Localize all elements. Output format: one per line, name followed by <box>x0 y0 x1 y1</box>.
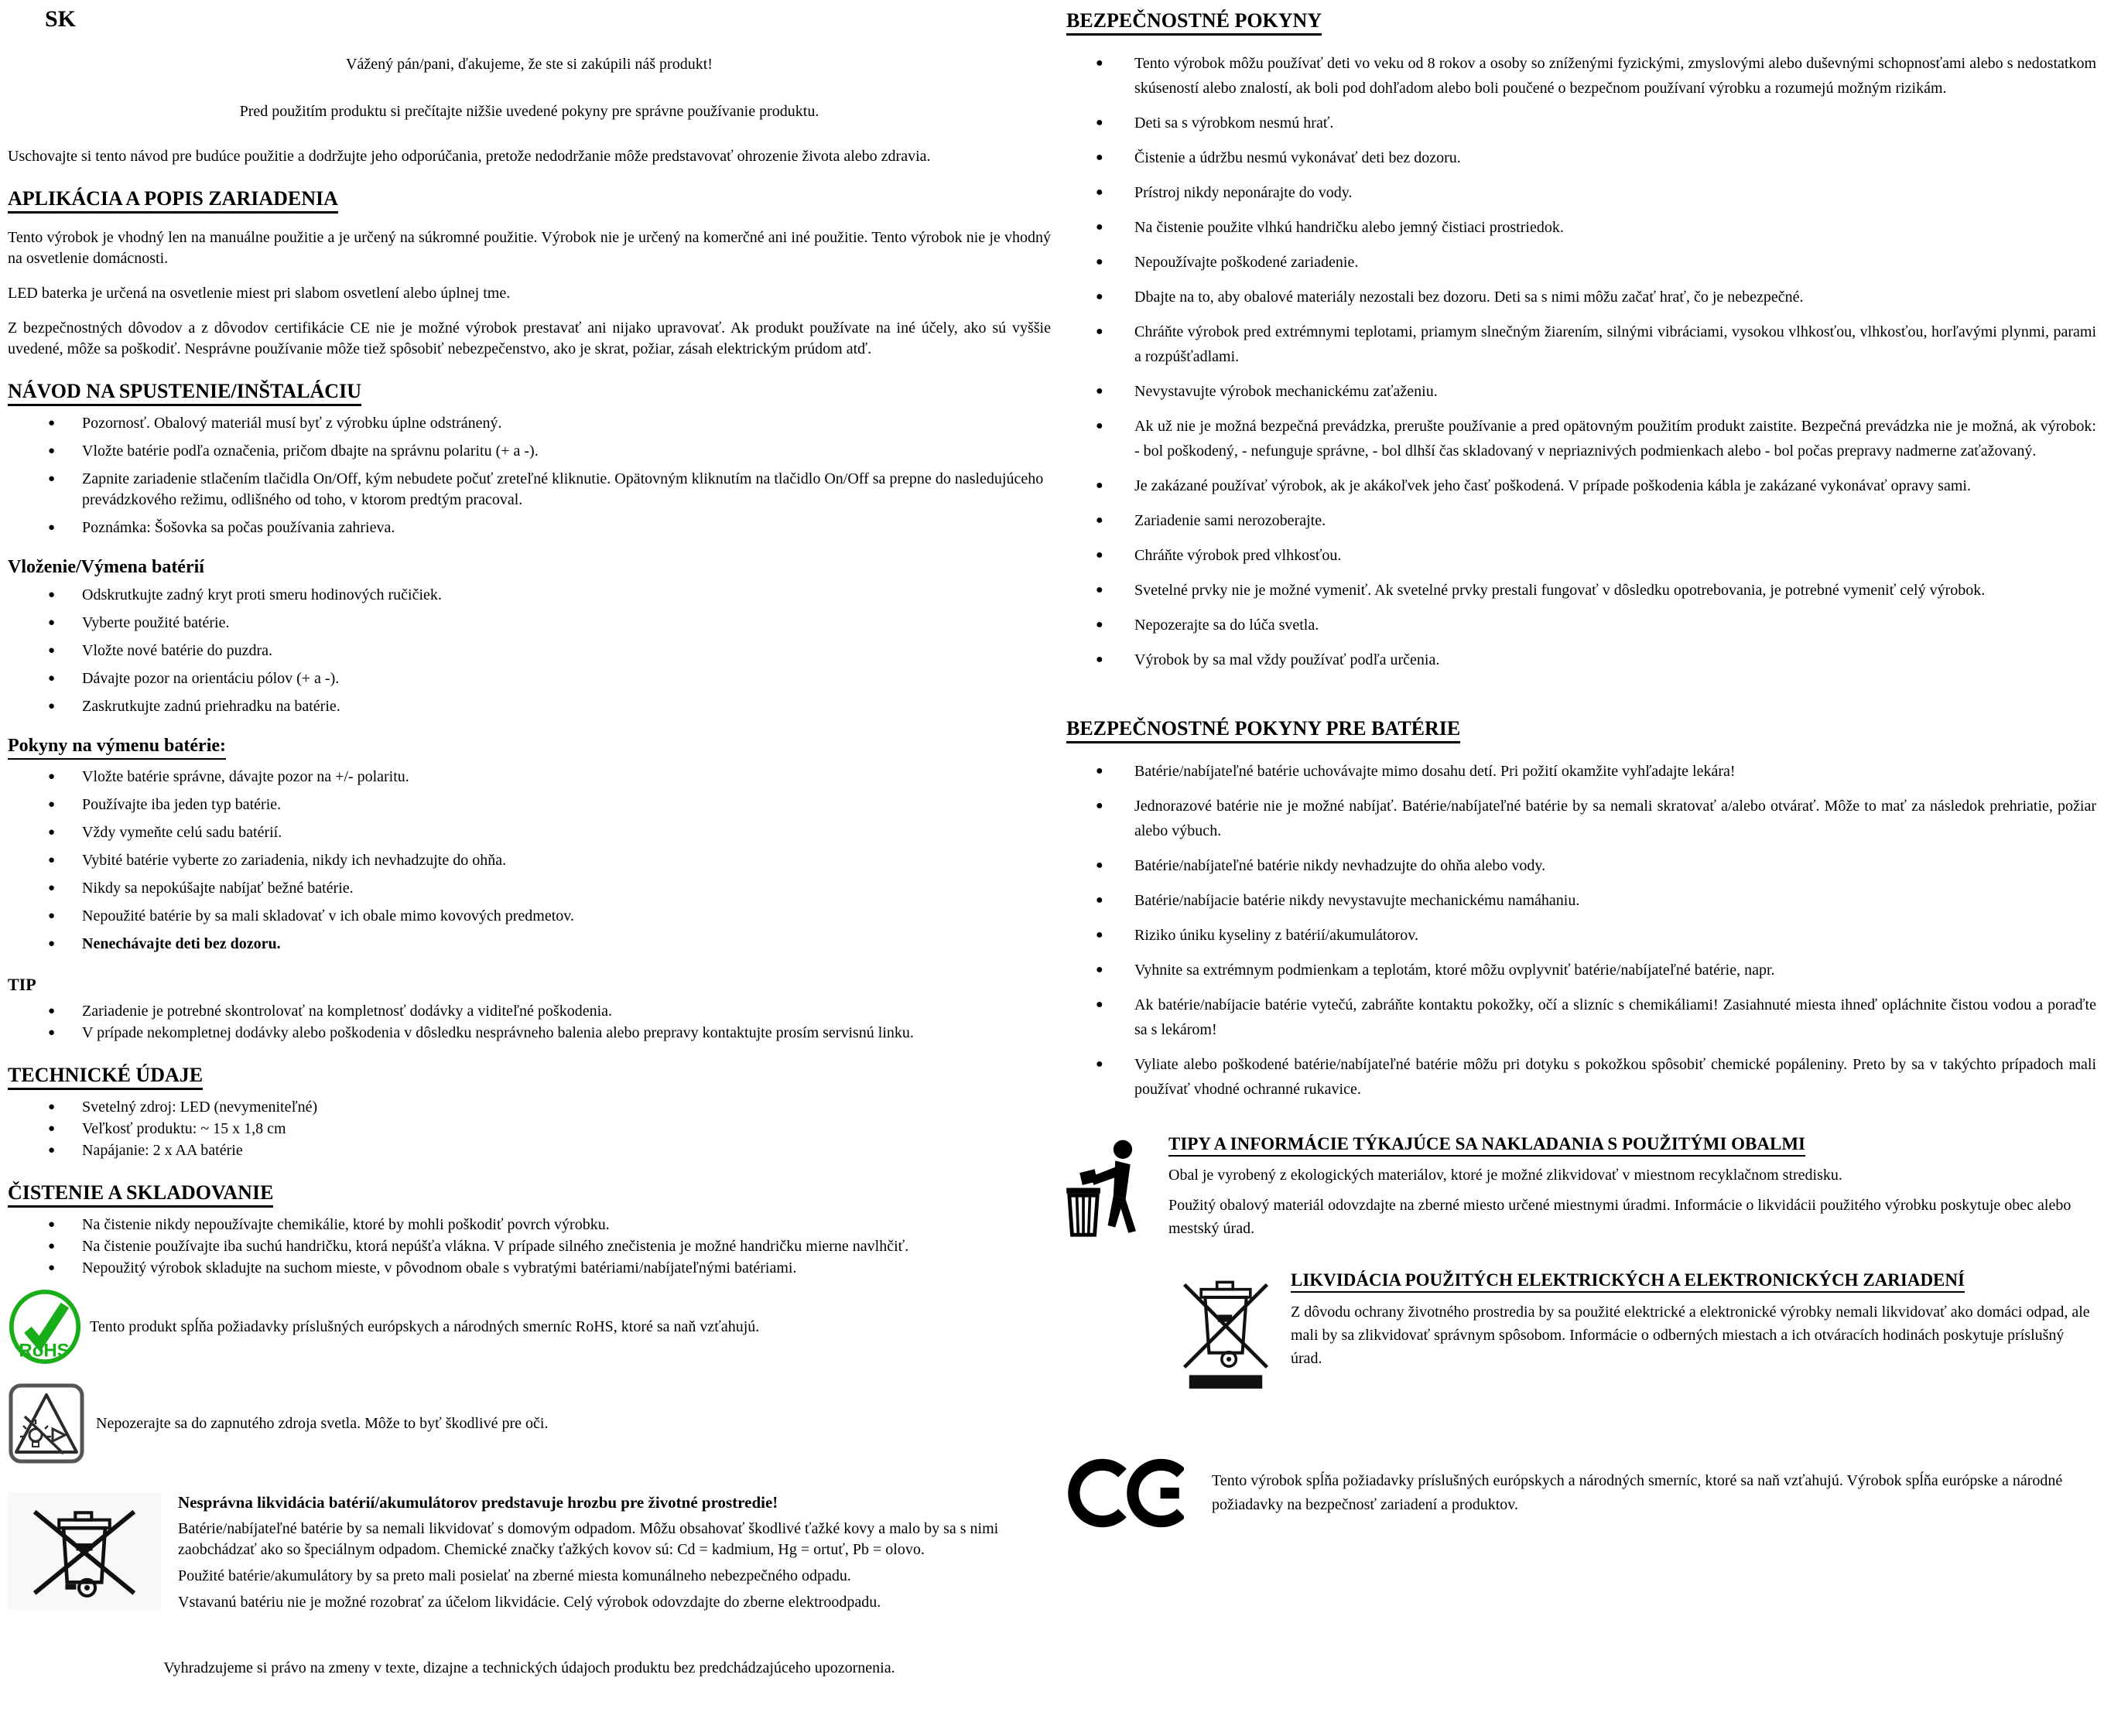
packaging-block <box>1066 1134 2096 1252</box>
left-column <box>8 6 1051 1679</box>
tip-item: ● V prípade nekompletnej dodávky alebo poškodenia v dôsledku nesprávneho balenia alebo prepravy kontaktujte prosím servisnú linku. <box>82 1023 1051 1044</box>
safety-item: ● Tento výrobok môžu používať deti vo veku od 8 rokov a osoby so zníženými fyzickými, zmyslovými alebo duševnými schopnosťami alebo s nedostatkom skúseností alebo znalostí, ak boli pod dohľadom alebo boli poučené o bezpečnom používaní výrobku a rozumejú možným rizikám. <box>1134 51 2096 101</box>
battery-insert-item: ● Vložte nové batérie do puzdra. <box>82 641 1051 661</box>
section-title-application-text: APLIKÁCIA A POPIS ZARIADENIA <box>8 187 338 214</box>
section-title-startup-text: NÁVOD NA SPUSTENIE/INŠTALÁCIU <box>8 380 361 406</box>
safety-item: ● Nevystavujte výrobok mechanickému zaťaženiu. <box>1134 379 2096 404</box>
battery-safety-item: ● Vyhnite sa extrémnym podmienkam a teplotám, ktoré môžu ovplyvniť batérie/nabíjateľné batérie, napr. <box>1134 958 2096 982</box>
rohs-icon <box>8 1290 82 1364</box>
battery-safety-item: ● Batérie/nabíjateľné batérie uchovávajte mimo dosahu detí. Pri požití okamžite vyhľadajte lekára! <box>1134 759 2096 784</box>
application-paragraph: Z bezpečnostných dôvodov a z dôvodov certifikácie CE nie je možné výrobok prestavať ani nijako upravovať. Ak produkt používate na iné účely, ako sú vyššie uvedené, môže sa poškodiť. Nesprávne používanie môže tiež spôsobiť nebezpečenstvo, ako je skrat, požiar, zásah elektrickým prúdom atď. <box>8 319 1051 357</box>
eye-warning-row <box>8 1382 1051 1464</box>
battery-safety-list <box>1066 759 2096 1102</box>
safety-item: ● Zariadenie sami nerozoberajte. <box>1134 508 2096 533</box>
battery-safety-item: ● Vyliate alebo poškodené batérie/nabíjateľné batérie môžu pri dotyku s pokožkou spôsobiť chemické popáleniny. Preto by sa v takýchto prípadoch mali používať vhodné ochranné rukavice. <box>1134 1052 2096 1102</box>
battery-disposal-block <box>8 1492 1051 1613</box>
section-title-battery-safety-text: BEZPEČNOSTNÉ POKYNY PRE BATÉRIE <box>1066 717 1460 743</box>
packaging-paragraph: Použitý obalový materiál odovzdajte na zberné miesto určené miestnymi úradmi. Informácie o likvidácii použitého výrobku poskytuje obec alebo mestský úrad. <box>1168 1197 2071 1238</box>
startup-item: ● Zapnite zariadenie stlačením tlačidla On/Off, kým nebudete počuť zreteľné kliknutie. Opätovným kliknutím na tlačidlo On/Off sa prepne do nasledujúceho prevádzkového režimu, odlišného od toho, v ktorom predtým pracoval. <box>82 469 1051 511</box>
battery-replace-item: ● Používajte iba jeden typ batérie. <box>82 795 1051 815</box>
tech-list <box>8 1097 1051 1161</box>
safety-item: ● Je zakázané používať výrobok, ak je akákoľvek jeho časť poškodená. V prípade poškodenia kábla je zakázané vykonávať opravy sami. <box>1134 473 2096 498</box>
safety-item: ● Dbajte na to, aby obalové materiály nezostali bez dozoru. Deti sa s nimi môžu začať hrať, čo je nebezpečné. <box>1134 285 2096 309</box>
section-title-startup <box>8 380 1051 406</box>
battery-disposal-title: Nesprávna likvidácia batérií/akumulátorov predstavuje hrozbu pre životné prostredie! <box>178 1493 778 1512</box>
weee-title-text: LIKVIDÁCIA POUŽITÝCH ELEKTRICKÝCH A ELEKTRONICKÝCH ZARIADENÍ <box>1291 1270 1965 1293</box>
battery-replace-list <box>8 767 1051 955</box>
tech-item: ● Veľkosť produktu: ~ 15 x 1,8 cm <box>82 1119 1051 1140</box>
cleaning-item: ● Na čistenie používajte iba suchú handričku, ktorá nepúšťa vlákna. V prípade silného znečistenia je možné handričku mierne navlhčiť. <box>82 1236 1051 1257</box>
safety-item: ● Deti sa s výrobkom nesmú hrať. <box>1134 111 2096 135</box>
subsection-title-battery-replace-text: Pokyny na výmenu batérie: <box>8 736 226 760</box>
safety-item: ● Nepozerajte sa do lúča svetla. <box>1134 613 2096 637</box>
section-title-tech <box>8 1064 1051 1090</box>
packaging-paragraph: Obal je vyrobený z ekologických materiálov, ktoré je možné zlikvidovať v miestnom recyklačnom stredisku. <box>1168 1167 1842 1184</box>
battery-disposal-text <box>178 1492 1051 1613</box>
rohs-row <box>8 1290 1051 1364</box>
section-title-cleaning <box>8 1181 1051 1208</box>
intro-read: Pred použitím produktu si prečítajte nižšie uvedené pokyny pre správne používanie produktu. <box>239 103 819 120</box>
weee-block <box>1181 1270 2096 1391</box>
safety-item: ● Ak už nie je možná bezpečná prevádzka, prerušte používanie a pred opätovným použitím produkt zaistite. Bezpečná prevádzka nie je možná, ak výrobok: - bol poškodený, - nefunguje správne, - bol dlhší čas skladovaný v nepriaznivých podmienkach alebo - bol počas prepravy nadmerne zaťažovaný. <box>1134 414 2096 463</box>
intro-thanks: Vážený pán/pani, ďakujeme, že ste si zakúpili náš produkt! <box>346 56 713 73</box>
battery-bin-iconbox <box>8 1492 161 1610</box>
battery-replace-item: ● Vždy vymeňte celú sadu batérií. <box>82 822 1051 843</box>
footer-note: Vyhradzujeme si právo na zmeny v texte, dizajne a technických údajoch produktu bez predchádzajúceho upozornenia. <box>163 1659 895 1677</box>
battery-insert-item: ● Dávajte pozor na orientáciu pólov (+ a -). <box>82 668 1051 689</box>
ce-text: Tento výrobok spĺňa požiadavky príslušných európskych a národných smerníc, ktoré sa naň vzťahujú. Výrobok spĺňa európske a národné požiadavky na bezpečnosť zariadení a produktov. <box>1212 1471 2063 1513</box>
battery-disposal-paragraph: Vstavanú batériu nie je možné rozobrať za účelom likvidácie. Celý výrobok odovzdajte do zberne elektroodpadu. <box>178 1594 881 1611</box>
safety-item: ● Nepoužívajte poškodené zariadenie. <box>1134 250 2096 275</box>
startup-item: ● Poznámka: Šošovka sa počas používania zahrieva. <box>82 518 1051 538</box>
right-column <box>1066 9 2096 1530</box>
application-paragraph: LED baterka je určená na osvetlenie miest pri slabom osvetlení alebo úplnej tme. <box>8 284 511 302</box>
packaging-title-text: TIPY A INFORMÁCIE TÝKAJÚCE SA NAKLADANIA S POUŽITÝMI OBALMI <box>1168 1134 1805 1157</box>
safety-item: ● Chráňte výrobok pred vlhkosťou. <box>1134 543 2096 568</box>
section-title-battery-safety <box>1066 717 2096 743</box>
tidy-man-icon <box>1066 1137 1153 1252</box>
battery-safety-item: ● Riziko úniku kyseliny z batérií/akumulátorov. <box>1134 923 2096 948</box>
battery-disposal-paragraph: Batérie/nabíjateľné batérie by sa nemali likvidovať s domovým odpadom. Môžu obsahovať škodlivé ťažké kovy a malo by sa s nimi zaobchádzať ako so špeciálnym odpadom. Chemické značky ťažkých kovov sú: Cd = kadmium, Hg = ortuť, Pb = olovo. <box>178 1520 999 1559</box>
subsection-title-battery-replace <box>8 736 1051 760</box>
weee-text <box>1291 1270 2096 1370</box>
safety-item: ● Výrobok by sa mal vždy používať podľa určenia. <box>1134 648 2096 672</box>
cleaning-item: ● Na čistenie nikdy nepoužívajte chemikálie, ktoré by mohli poškodiť povrch výrobku. <box>82 1215 1051 1235</box>
battery-insert-item: ● Zaskrutkujte zadnú priehradku na batérie. <box>82 696 1051 717</box>
cleaning-item: ● Nepoužitý výrobok skladujte na suchom mieste, v pôvodnom obale s vybratými batériami/nabíjateľnými batériami. <box>82 1258 1051 1279</box>
packaging-text <box>1168 1134 2096 1240</box>
rohs-text: Tento produkt spĺňa požiadavky príslušných európskych a národných smerníc RoHS, ktoré sa naň vzťahujú. <box>90 1317 760 1335</box>
section-title-tech-text: TECHNICKÉ ÚDAJE <box>8 1064 203 1090</box>
subsection-title-tip: TIP <box>8 974 36 994</box>
safety-item: ● Svetelné prvky nie je možné vymeniť. Ak svetelné prvky prestali fungovať v dôsledku opotrebovania, je potrebné vymeniť celý výrobok. <box>1134 578 2096 603</box>
weee-title <box>1291 1270 2096 1293</box>
battery-disposal-paragraph: Použité batérie/akumulátory by sa preto mali posielať na zberné miesta komunálneho nebezpečného odpadu. <box>178 1567 851 1585</box>
crossed-out-bin-icon <box>26 1498 143 1604</box>
startup-item: ● Vložte batérie podľa označenia, pričom dbajte na správnu polaritu (+ a -). <box>82 441 1051 462</box>
light-beam-warning-icon <box>8 1382 85 1464</box>
section-title-safety-text: BEZPEČNOSTNÉ POKYNY <box>1066 9 1322 36</box>
tech-item: ● Svetelný zdroj: LED (nevymeniteľné) <box>82 1097 1051 1118</box>
safety-list <box>1066 51 2096 672</box>
battery-insert-item: ● Odskrutkujte zadný kryt proti smeru hodinových ručičiek. <box>82 585 1051 606</box>
battery-insert-item: ● Vyberte použité batérie. <box>82 613 1051 634</box>
section-title-safety <box>1066 9 2096 36</box>
battery-safety-item: ● Batérie/nabíjacie batérie nikdy nevystavujte mechanickému namáhaniu. <box>1134 888 2096 913</box>
packaging-title <box>1168 1134 2096 1157</box>
svg-text:RoHS: RoHS <box>19 1340 70 1362</box>
weee-crossed-bin-icon <box>1181 1270 1271 1391</box>
battery-replace-item: ● Vložte batérie správne, dávajte pozor na +/- polaritu. <box>82 767 1051 788</box>
subsection-title-battery-insert: Vloženie/Výmena batérií <box>8 556 204 577</box>
application-paragraphs <box>8 227 1051 360</box>
safety-item: ● Prístroj nikdy neponárajte do vody. <box>1134 180 2096 205</box>
battery-insert-list <box>8 585 1051 717</box>
language-code: SK <box>45 6 77 32</box>
safety-item: ● Na čistenie použite vlhkú handričku alebo jemný čistiaci prostriedok. <box>1134 215 2096 240</box>
ce-mark-icon <box>1066 1456 1184 1530</box>
battery-replace-item: ● Nikdy sa nepokúšajte nabíjať bežné batérie. <box>82 878 1051 899</box>
packaging-paragraphs <box>1168 1164 2096 1240</box>
startup-list <box>8 413 1051 538</box>
battery-safety-item: ● Ak batérie/nabíjacie batérie vytečú, zabráňte kontaktu pokožky, očí a slizníc s chemikáliami! Zasiahnuté miesta ihneď opláchnite čistou vodou a poraďte sa s lekárom! <box>1134 993 2096 1042</box>
section-title-cleaning-text: ČISTENIE A SKLADOVANIE <box>8 1181 273 1208</box>
safety-item: ● Čistenie a údržbu nesmú vykonávať deti bez dozoru. <box>1134 145 2096 170</box>
cleaning-list <box>8 1215 1051 1279</box>
battery-replace-item: ● Nenechávajte deti bez dozoru. <box>82 934 1051 955</box>
startup-item: ● Pozornosť. Obalový materiál musí byť z výrobku úplne odstránený. <box>82 413 1051 434</box>
battery-replace-item: ● Vybité batérie vyberte zo zariadenia, nikdy ich nevhadzujte do ohňa. <box>82 850 1051 871</box>
safety-item: ● Chráňte výrobok pred extrémnymi teplotami, priamym slnečným žiarením, silnými vibráciami, vysokou vlhkosťou, vlhkosťou, horľavými plynmi, parami a rozpúšťadlami. <box>1134 320 2096 369</box>
section-title-application <box>8 187 1051 214</box>
tech-item: ● Napájanie: 2 x AA batérie <box>82 1140 1051 1161</box>
battery-replace-item: ● Nepoužité batérie by sa mali skladovať v ich obale mimo kovových predmetov. <box>82 906 1051 927</box>
battery-safety-item: ● Jednorazové batérie nie je možné nabíjať. Batérie/nabíjateľné batérie by sa nemali skratovať a/alebo otvárať. Môže to mať za následok prehriatie, požiar alebo výbuch. <box>1134 794 2096 843</box>
eye-warning-text: Nepozerajte sa do zapnutého zdroja svetla. Môže to byť škodlivé pre oči. <box>96 1414 549 1432</box>
tip-item: ● Zariadenie je potrebné skontrolovať na kompletnosť dodávky a viditeľné poškodenia. <box>82 1001 1051 1022</box>
battery-safety-item: ● Batérie/nabíjateľné batérie nikdy nevhadzujte do ohňa alebo vody. <box>1134 853 2096 878</box>
application-paragraph: Tento výrobok je vhodný len na manuálne použitie a je určený na súkromné použitie. Výrobok nie je určený na komerčné ani iné použitie. Tento výrobok nie je vhodný na osvetlenie domácnosti. <box>8 228 1051 267</box>
weee-paragraph: Z dôvodu ochrany životného prostredia by sa použité elektrické a elektronické výrobky nemali likvidovať ako domáci odpad, ale mali by sa zlikvidovať správnym spôsobom. Informácie o odberných miestach a ich otváracích hodinách poskytuje príslušný úrad. <box>1291 1304 2090 1368</box>
battery-disposal-paragraphs <box>178 1519 1051 1613</box>
tip-list <box>8 1001 1051 1044</box>
ce-block <box>1066 1456 2096 1530</box>
intro-keep: Uschovajte si tento návod pre budúce použitie a dodržujte jeho odporúčania, pretože nedodržanie môže predstavovať ohrozenie života alebo zdravia. <box>8 148 931 165</box>
